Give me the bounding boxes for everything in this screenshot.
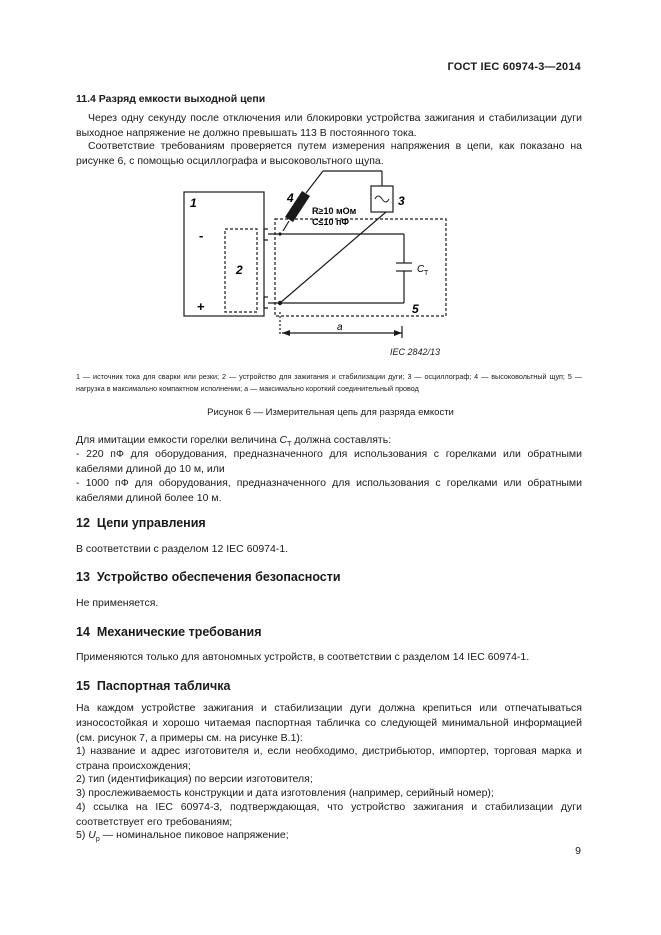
capacitance-item-1: - 220 пФ для оборудования, предназначенного для использования с горелками или обратными кабелями длиной до 10 м, или <box>76 448 582 475</box>
label-plus: + <box>197 299 205 314</box>
capacitance-intro: Для имитации емкости горелки величина $C_T$ должна составлять: <box>76 434 392 449</box>
section-12-text: В соответствии с разделом 12 IEC 60974-1. <box>76 543 289 555</box>
section-11-4-paragraph-2: Соответствие требованиям проверяется путем измерения напряжения в цепи, как показано на рисунке 6, с помощью осциллографа и высоковольтного щупа. <box>76 140 582 167</box>
label-1: 1 <box>190 196 197 210</box>
section-14-text: Применяются только для автономных устройств, в соответствии с разделом 14 IEC 60974-1. <box>76 651 530 663</box>
section-15-item-4: 4) ссылка на IEC 60974-3, подтверждающая, что устройство зажигания и стабилизации дуги соответствует его требованиям; <box>76 801 582 828</box>
label-3: 3 <box>398 194 405 208</box>
arrow-left <box>282 330 290 336</box>
section-11-4-paragraph-1: Через одну секунду после отключения или блокировки устройства зажигания и стабилизации дуги выходное напряжение не должно превышать 113 В постоянного тока. <box>76 112 582 139</box>
section-15-item-1: 1) название и адрес изготовителя и, если необходимо, дистрибьютор, импортер, торговая марка и страна происхождения; <box>76 745 582 772</box>
section-15-item-2: 2) тип (идентификация) по версии изготовителя; <box>76 773 313 785</box>
label-capacitance: C≤10 пФ <box>312 217 350 227</box>
capacitance-item-2: - 1000 пФ для оборудования, предназначенного для использования с горелками или обратными кабелями длиной более 10 м. <box>76 477 582 504</box>
probe-tip <box>283 221 289 231</box>
label-4: 4 <box>287 191 294 205</box>
section-14-heading: 14 Механические требования <box>76 625 262 639</box>
section-11-4-title: 11.4 Разряд емкости выходной цепи <box>76 93 266 105</box>
label-5: 5 <box>412 302 419 316</box>
section-13-text: Не применяется. <box>76 597 159 609</box>
figure-caption: Рисунок 6 — Измерительная цепь для разряда емкости <box>207 407 454 418</box>
figure-legend: 1 — источник тока для сварки или резки; 2 — устройство для зажигания и стабилизации дуги; 3 — осциллограф; 4 — высоковольтный щуп; 5 — нагрузка в максимально компактном исполнении; a — максимально короткий соединительный провод <box>76 372 582 393</box>
label-resistance: R≥10 мОм <box>312 206 357 216</box>
label-2: 2 <box>236 263 243 277</box>
label-a: a <box>337 322 343 333</box>
probe-wire <box>306 171 323 193</box>
junction-dot-1 <box>278 301 282 305</box>
label-ct: C <box>417 264 425 275</box>
section-13-heading: 13 Устройство обеспечения безопасности <box>76 570 341 584</box>
standard-header: ГОСТ IEC 60974-3—2014 <box>447 61 581 73</box>
oscilloscope-wave <box>375 196 389 202</box>
section-12-heading: 12 Цепи управления <box>76 516 206 530</box>
section-15-item-5: 5) $U_p$ — номинальное пиковое напряжение; <box>76 829 289 844</box>
section-15-item-3: 3) прослеживаемость конструкции и дата изготовления (например, серийный номер); <box>76 787 494 799</box>
section-15-intro: На каждом устройстве зажигания и стабилизации дуги должна крепиться или отпечатываться износостойкая и хорошо читаемая паспортная табличка со следующей минимальной информацией (см. рисунок 7, а примеры см. на рисунке В.1): <box>76 702 582 744</box>
section-15-heading: 15 Паспортная табличка <box>76 679 231 693</box>
label-minus: - <box>199 228 204 243</box>
junction-dot-2 <box>278 232 281 235</box>
terminal-minus <box>264 229 268 240</box>
iec-reference: IEC 2842/13 <box>390 347 441 357</box>
arrow-right <box>394 330 402 336</box>
power-source-box <box>184 192 264 316</box>
page-number: 9 <box>575 845 581 857</box>
label-ct-sub: T <box>424 270 429 277</box>
terminal-plus <box>264 297 268 308</box>
